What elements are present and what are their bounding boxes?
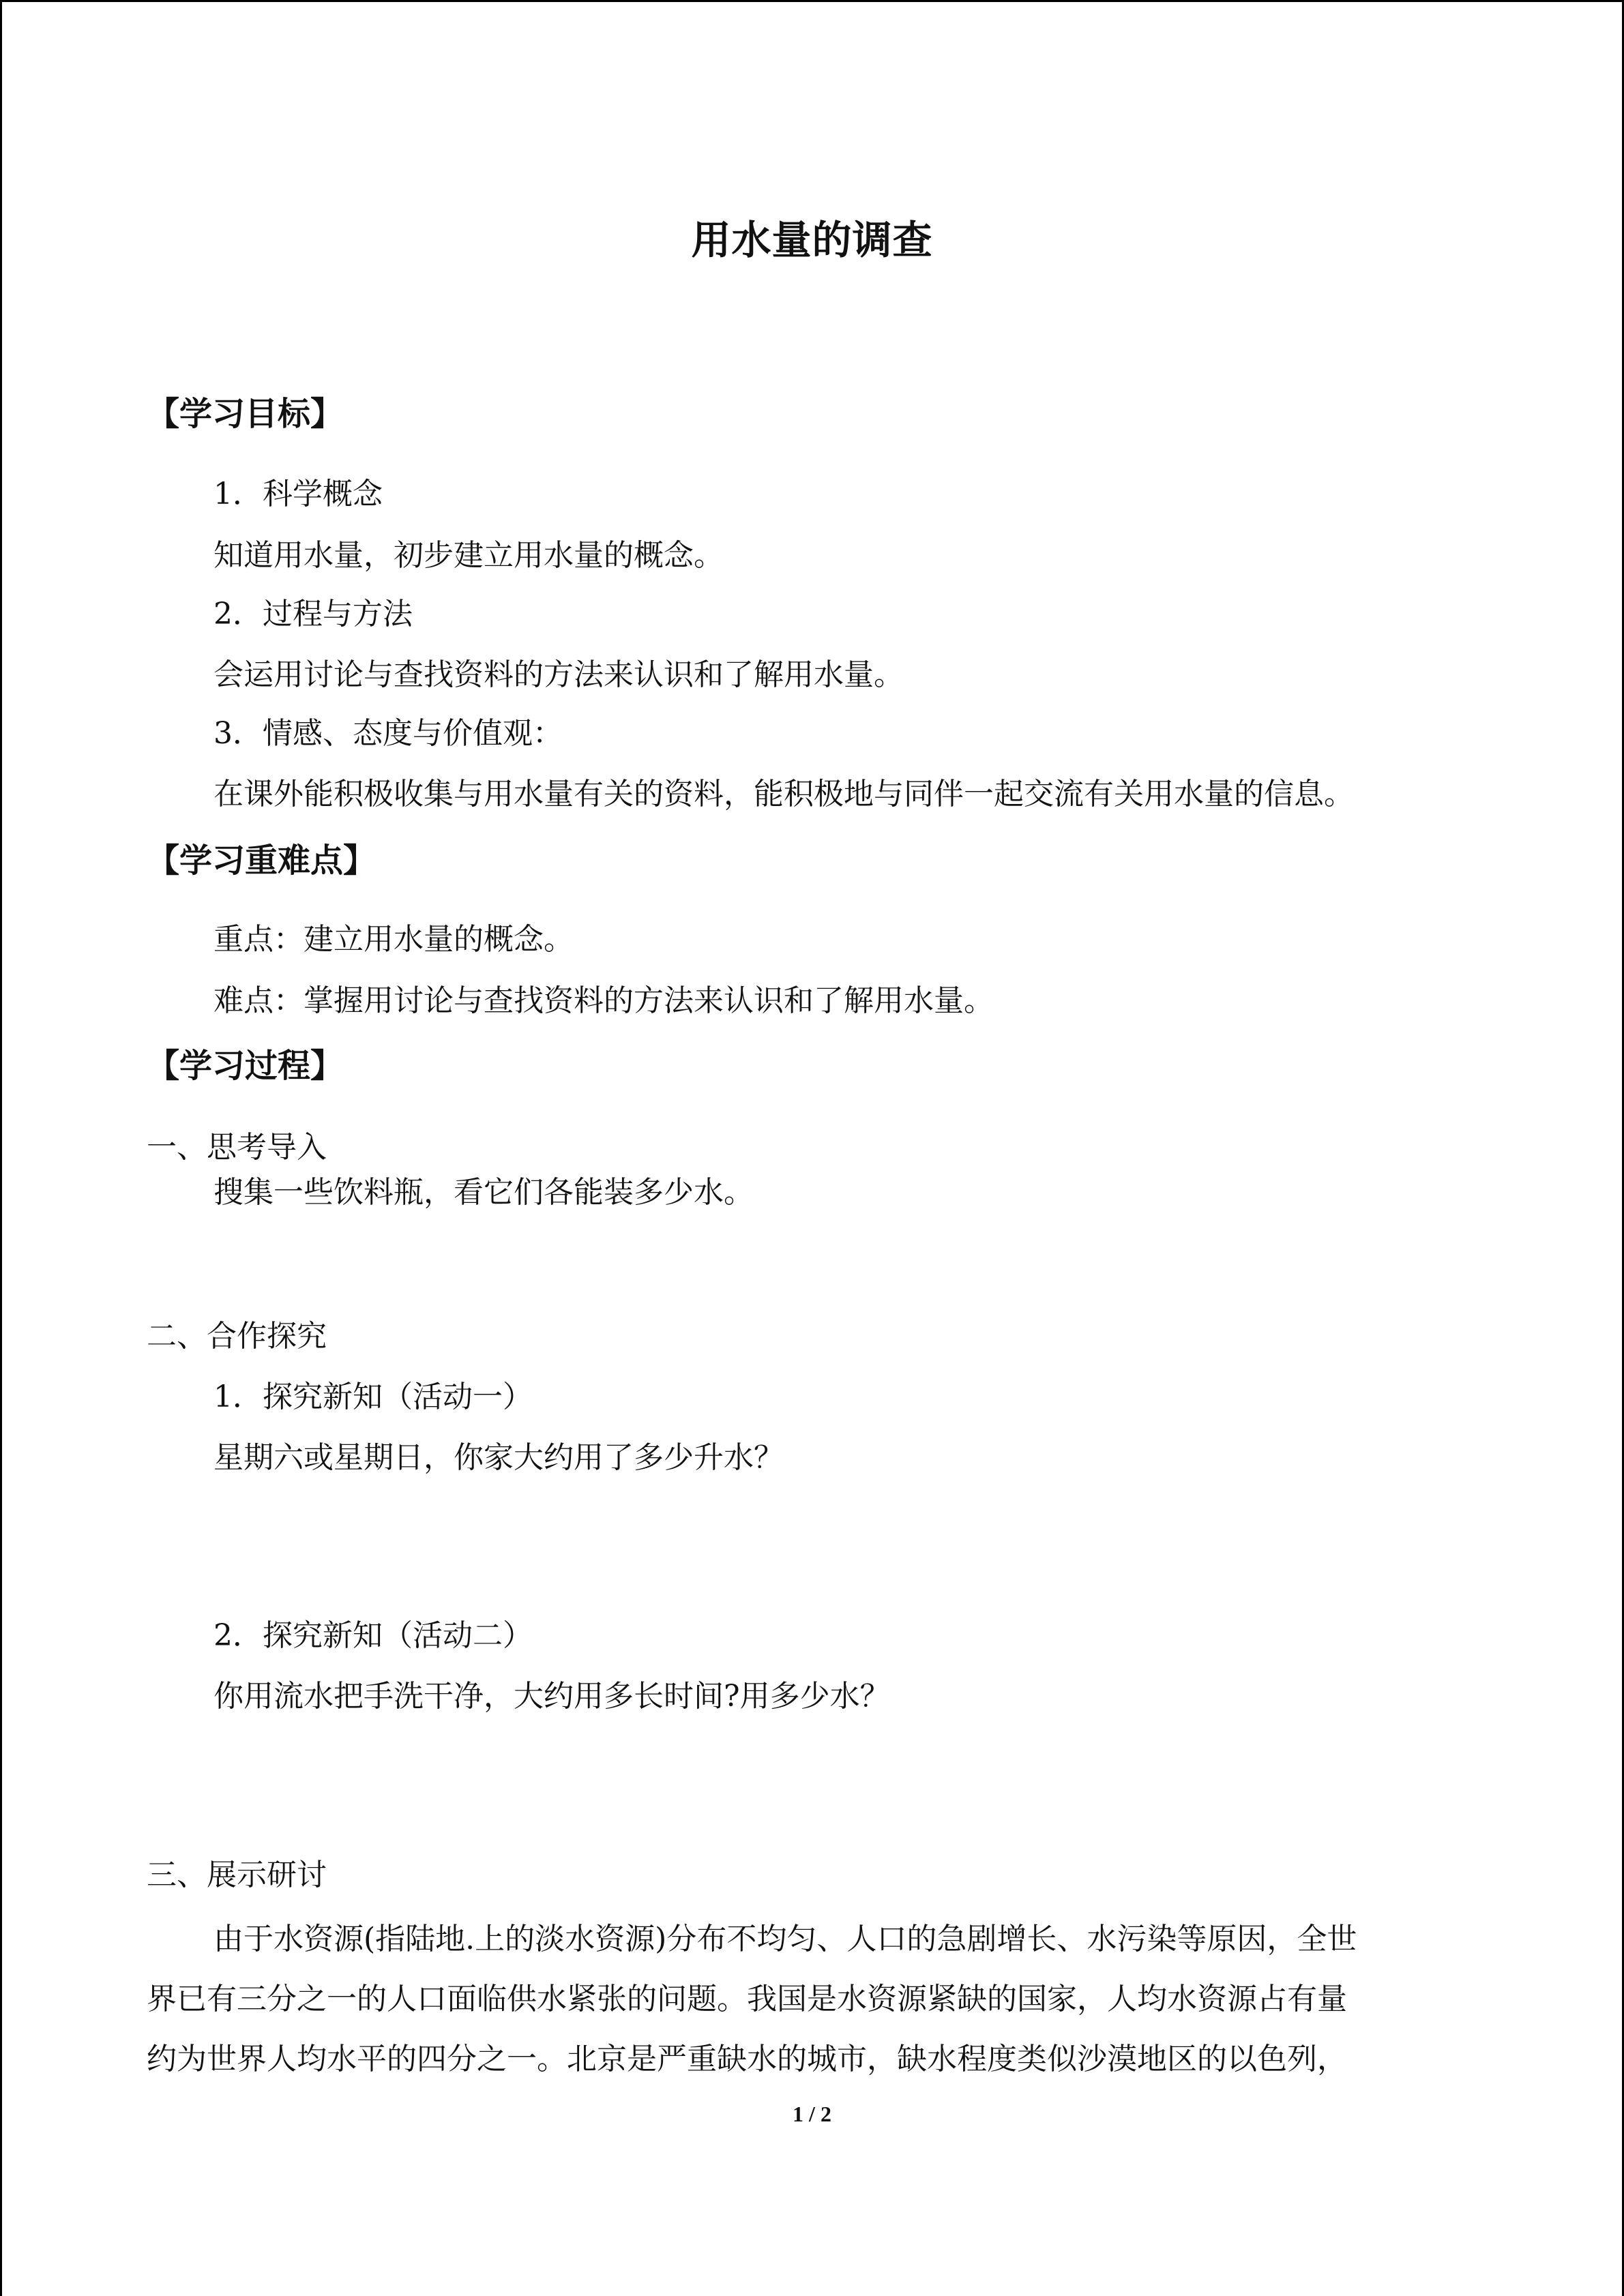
page-number: 1 / 2 xyxy=(793,2102,831,2126)
part1-text: 搜集一些饮料瓶，看它们各能装多少水。 xyxy=(213,1175,754,1210)
goal-item-3-text: 在课外能积极收集与用水量有关的资料，能积极地与同伴一起交流有关用水量的信息。 xyxy=(213,777,1354,811)
activity2-text: 你用流水把手洗干净，大约用多长时间?用多少水？ xyxy=(213,1679,890,1714)
goal-item-1-text: 知道用水量，初步建立用水量的概念。 xyxy=(213,538,724,573)
heading-learning-process: 【学习过程】 xyxy=(147,1047,344,1085)
activity1-text: 星期六或星期日，你家大约用了多少升水？ xyxy=(213,1440,784,1475)
activity1-title: 1．探究新知（活动一） xyxy=(213,1380,533,1414)
difficult-point-item: 难点：掌握用讨论与查找资料的方法来认识和了解用水量。 xyxy=(213,983,994,1018)
activity2-title: 2．探究新知（活动二） xyxy=(213,1618,533,1653)
key-point-item: 重点：建立用水量的概念。 xyxy=(213,922,574,957)
part2-title: 二、合作探究 xyxy=(147,1319,327,1354)
goal-item-3-title: 3．情感、态度与价值观： xyxy=(213,716,563,751)
part3-paragraph-line-2: 界已有三分之一的人口面临供水紧张的问题。我国是水资源紧缺的国家，人均水资源占有量 xyxy=(147,1982,1347,2016)
goal-item-2-text: 会运用讨论与查找资料的方法来认识和了解用水量。 xyxy=(213,657,904,692)
heading-learning-goals: 【学习目标】 xyxy=(147,395,344,433)
part3-title: 三、展示研讨 xyxy=(147,1858,327,1892)
document-title: 用水量的调查 xyxy=(691,217,933,263)
goal-item-1-title: 1．科学概念 xyxy=(213,477,383,511)
heading-key-points: 【学习重难点】 xyxy=(147,841,377,880)
part3-paragraph-line-3: 约为世界人均水平的四分之一。北京是严重缺水的城市，缺水程度类似沙漠地区的以色列， xyxy=(147,2042,1347,2076)
part3-paragraph-line-1: 由于水资源(指陆地.上的淡水资源)分布不均匀、人口的急剧增长、水污染等原因，全世 xyxy=(213,1922,1357,1956)
goal-item-2-title: 2．过程与方法 xyxy=(213,597,413,631)
part1-title: 一、思考导入 xyxy=(147,1130,327,1165)
